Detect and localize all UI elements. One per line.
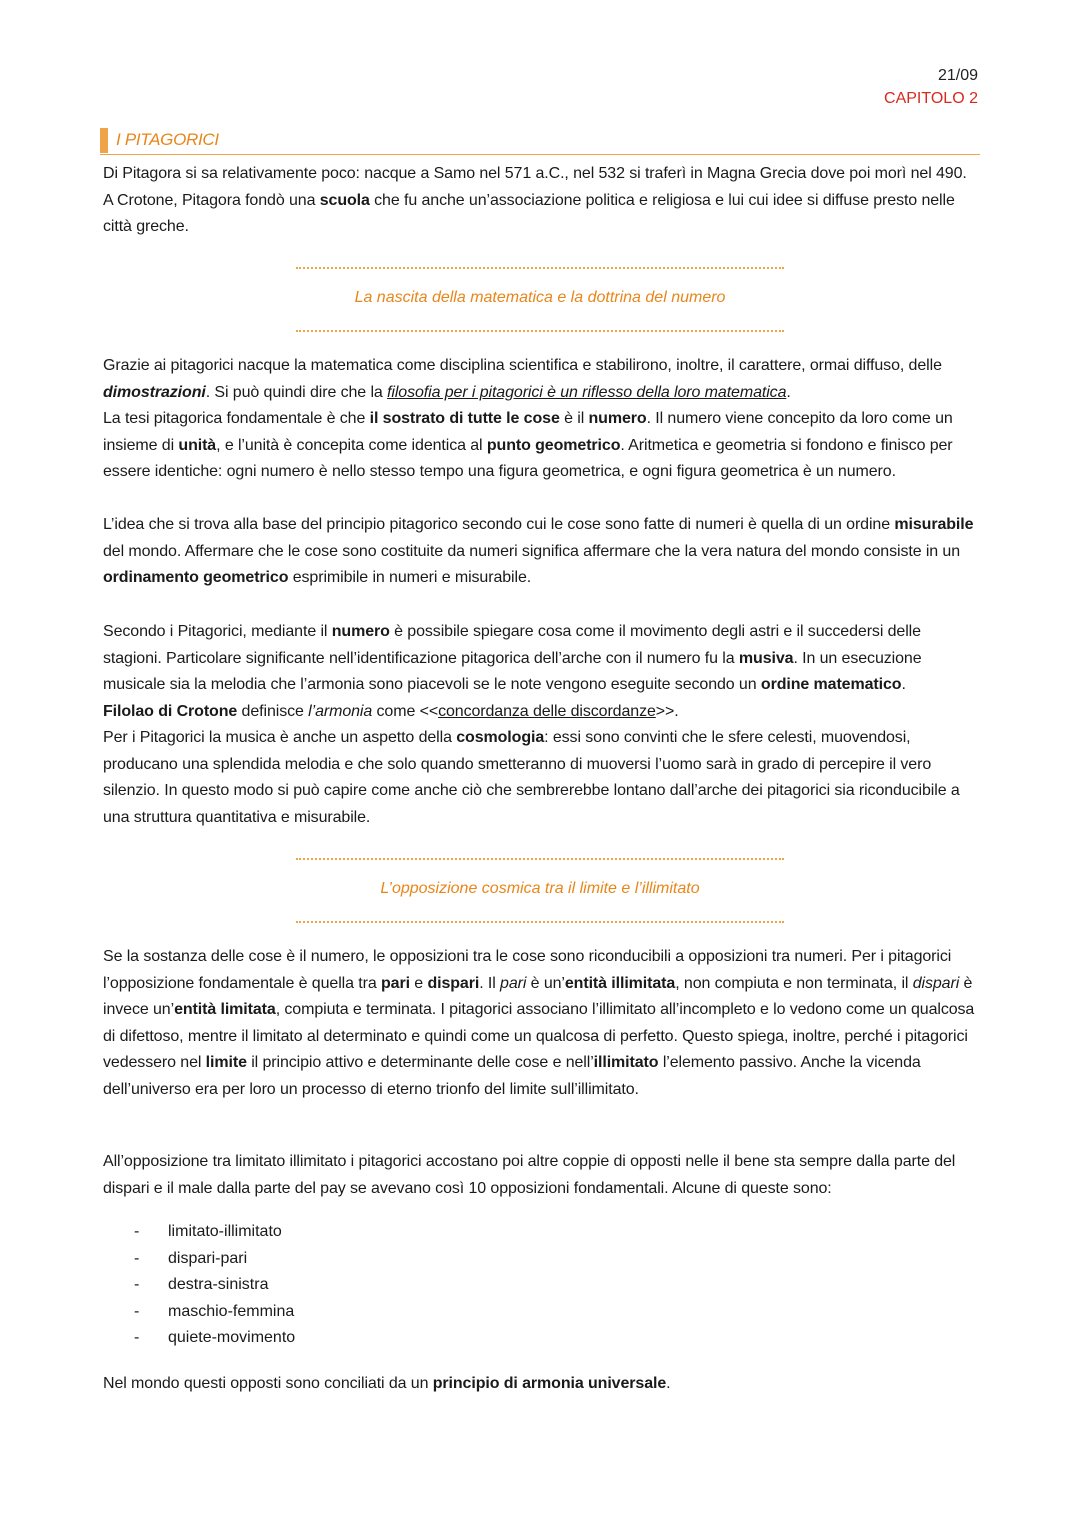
dotted-divider-bottom — [296, 330, 784, 332]
header-date: 21/09 — [937, 67, 978, 84]
section-heading — [100, 128, 980, 155]
subheading-1 — [296, 267, 784, 332]
header-chapter: CAPITOLO 2 — [884, 90, 978, 107]
paragraph-3: L’idea che si trova alla base del principio pitagorico secondo cui le cose sono fatte di numeri è quella di un ordine misurabile del mondo. Affermare che le cose sono costituite da numeri significa affermare che la vera natura del mondo consiste in un ordinamento geometrico esprimibile in numeri e misurabile. — [103, 516, 974, 587]
dotted-divider-top — [296, 267, 784, 269]
opposites-list — [134, 1219, 534, 1352]
subheading-title: L’opposizione cosmica tra il limite e l’illimitato — [380, 880, 700, 897]
dotted-divider-bottom — [296, 921, 784, 923]
paragraph-1: Grazie ai pitagorici nacque la matematica come disciplina scientifica e stabilirono, inoltre, il carattere, ormai diffuso, delle dimostrazioni. Si può quindi dire che la filosofia per i pitagorici è un riflesso della loro matematica. — [103, 357, 942, 401]
paragraph-8: All’opposizione tra limitato illimitato i pitagorici accostano poi altre coppie di opposti nelle il bene sta sempre dalla parte del dispari e il male dalla parte del pay se avevano così 10 opposizioni fondamentali. Alcune di queste sono: — [103, 1153, 956, 1197]
list-item: - destra-sinistra — [134, 1276, 269, 1294]
subheading-title: La nascita della matematica e la dottrina del numero — [354, 289, 726, 306]
section-title: I PITAGORICI — [116, 130, 219, 149]
heading-accent-bar — [100, 128, 108, 153]
list-item: - maschio-femmina — [134, 1302, 295, 1320]
list-item: - limitato-illimitato — [134, 1223, 282, 1240]
paragraph-2: La tesi pitagorica fondamentale è che il sostrato di tutte le cose è il numero. Il numero viene concepito da loro come un insieme di unità, e l’unità è concepita come identica al punto geometrico. Aritmetica e geometria si fondono e finisco per essere identiche: ogni numero è nello stesso tempo una figura geometrica, e ogni figura geometrica è un numero. — [103, 410, 953, 481]
list-item: - dispari-pari — [134, 1249, 248, 1267]
intro-paragraph: Di Pitagora si sa relativamente poco: nacque a Samo nel 571 a.C., nel 532 si traferì in Magna Grecia dove poi morì nel 490. A Crotone, Pitagora fondò una scuola che fu anche un’associazione politica e religiosa e lui cui idee si diffuse presto nelle città greche. — [103, 165, 967, 236]
paragraph-4: Secondo i Pitagorici, mediante il numero è possibile spiegare cosa come il movimento degli astri e il succedersi delle stagioni. Particolare significante nell’identificazione pitagorica dell’arche con il numero fu la musiva. In un esecuzione musicale sia la melodia che l’armonia sono piacevoli se le note vengono eseguite secondo un ordine matematico. — [103, 623, 922, 694]
paragraph-7: Se la sostanza delle cose è il numero, le opposizioni tra le cose sono riconducibili a opposizioni tra numeri. Per i pitagorici l’opposizione fondamentale è quella tra pari e dispari. Il pari è un’entità illimitata, non compiuta e non terminata, il dispari è invece un’entità limitata, compiuta e terminata. I pitagorici associano l’illimitato all’incompleto e lo vedono come un qualcosa di difettoso, mentre il limitato al determinato e quindi come un qualcosa di perfetto. Questo spiega, inoltre, perché i pitagorici vedessero nel limite il principio attivo e determinante delle cose e nell’illimitato l’elemento passivo. Anche la vicenda dell’universo era per loro un processo di eterno trionfo del limite sull’illimitato. — [103, 948, 975, 1098]
list-item: - quiete-movimento — [134, 1329, 296, 1347]
dotted-divider-top — [296, 858, 784, 860]
paragraph-9: Nel mondo questi opposti sono conciliati da un principio di armonia universale. — [103, 1375, 671, 1392]
paragraph-5: Filolao di Crotone definisce l’armonia come <<concordanza delle discordanze>>. — [103, 703, 679, 720]
subheading-2 — [296, 858, 784, 923]
paragraph-6: Per i Pitagorici la musica è anche un aspetto della cosmologia: essi sono convinti che le sfere celesti, muovendosi, producano una splendida melodia e che solo quando smetteranno di muoversi l’uomo sarà in grado di percepire il vero silenzio. In questo modo si può capire come anche ciò che sembrerebbe lontano dall’arche dei pitagorici sia riconducibile a una struttura quantitativa e misurabile. — [103, 729, 960, 826]
page-header — [884, 64, 978, 110]
